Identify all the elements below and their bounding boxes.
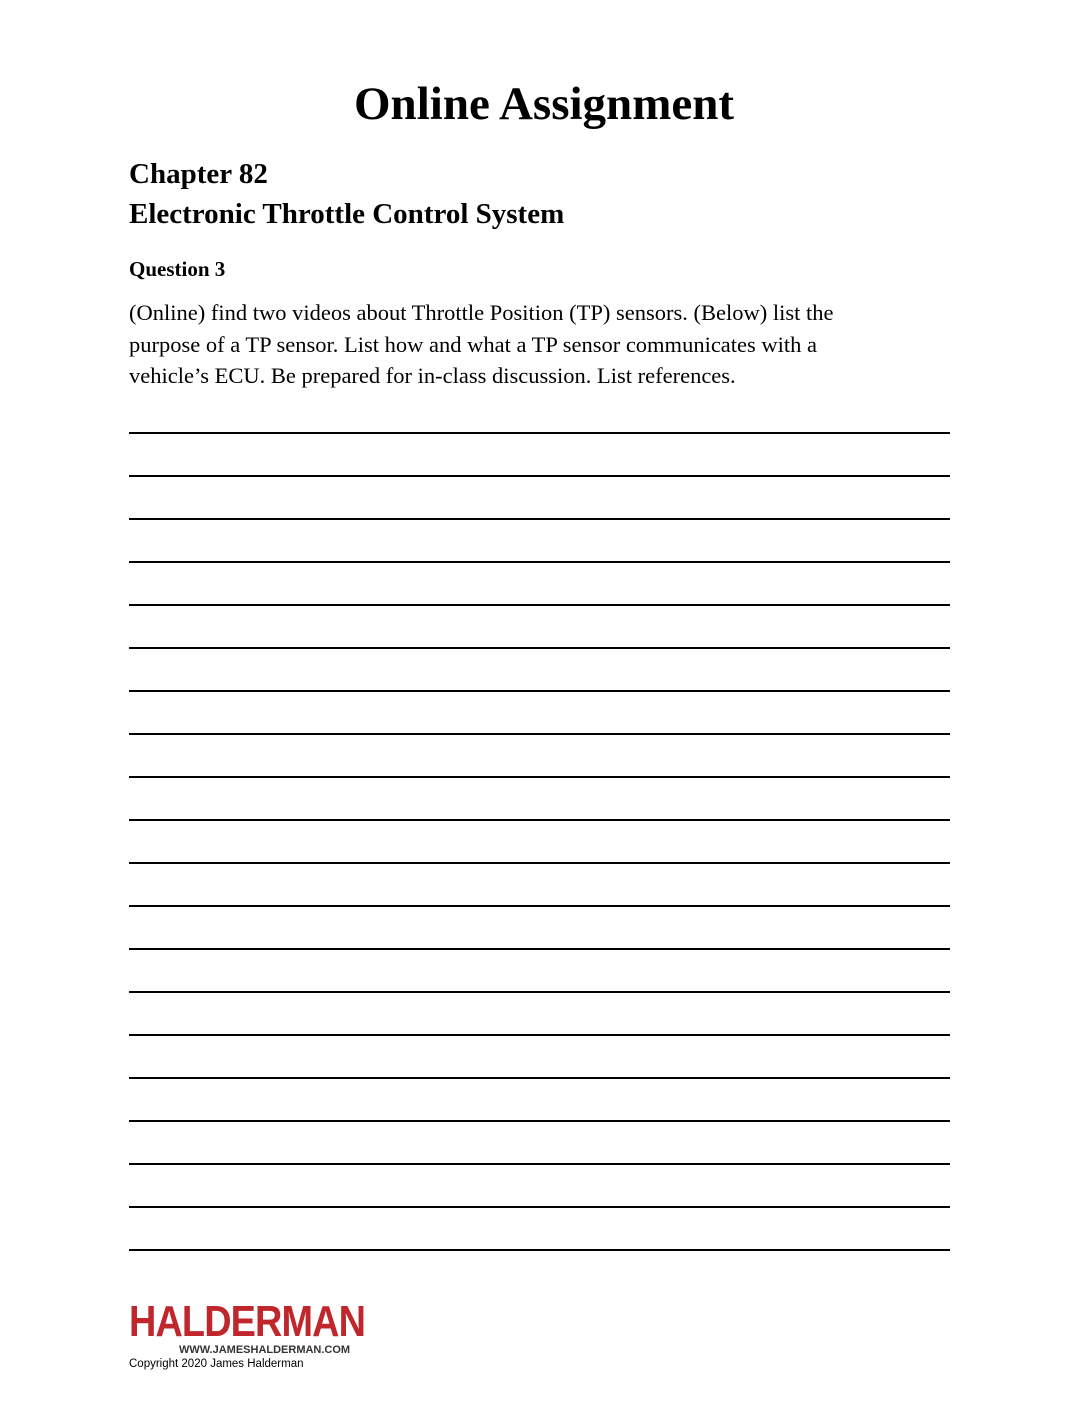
answer-line[interactable] [129, 1034, 950, 1077]
answer-line[interactable] [129, 1120, 950, 1163]
prompt-line: vehicle’s ECU. Be prepared for in-class discussion. List references. [129, 363, 736, 388]
halderman-logo [129, 1297, 369, 1356]
chapter-title: Electronic Throttle Control System [129, 198, 565, 230]
answer-line[interactable] [129, 948, 950, 991]
answer-line[interactable] [129, 862, 950, 905]
page-title: Online Assignment [354, 78, 734, 130]
answer-line[interactable] [129, 604, 950, 647]
answer-lines [129, 432, 950, 1251]
answer-line[interactable] [129, 1163, 950, 1206]
answer-line[interactable] [129, 690, 950, 733]
answer-line[interactable] [129, 647, 950, 690]
answer-line[interactable] [129, 561, 950, 604]
answer-line[interactable] [129, 776, 950, 819]
prompt-line: (Online) find two videos about Throttle Position (TP) sensors. (Below) list the [129, 300, 834, 325]
answer-line[interactable] [129, 991, 950, 1034]
answer-line[interactable] [129, 1206, 950, 1249]
answer-line[interactable] [129, 1249, 950, 1251]
answer-line[interactable] [129, 819, 950, 862]
chapter-number: Chapter 82 [129, 158, 268, 190]
copyright-notice: Copyright 2020 James Halderman [129, 1358, 304, 1370]
answer-line[interactable] [129, 475, 950, 518]
answer-line[interactable] [129, 905, 950, 948]
answer-line[interactable] [129, 518, 950, 561]
answer-line[interactable] [129, 733, 950, 776]
question-label: Question 3 [129, 257, 226, 281]
answer-line[interactable] [129, 432, 950, 475]
prompt-line: purpose of a TP sensor. List how and what a TP sensor communicates with a [129, 331, 818, 357]
question-prompt [129, 297, 929, 392]
answer-line[interactable] [129, 1077, 950, 1120]
logo-url: WWW.JAMESHALDERMAN.COM [179, 1344, 351, 1356]
logo-wordmark: HALDERMAN [129, 1297, 366, 1346]
